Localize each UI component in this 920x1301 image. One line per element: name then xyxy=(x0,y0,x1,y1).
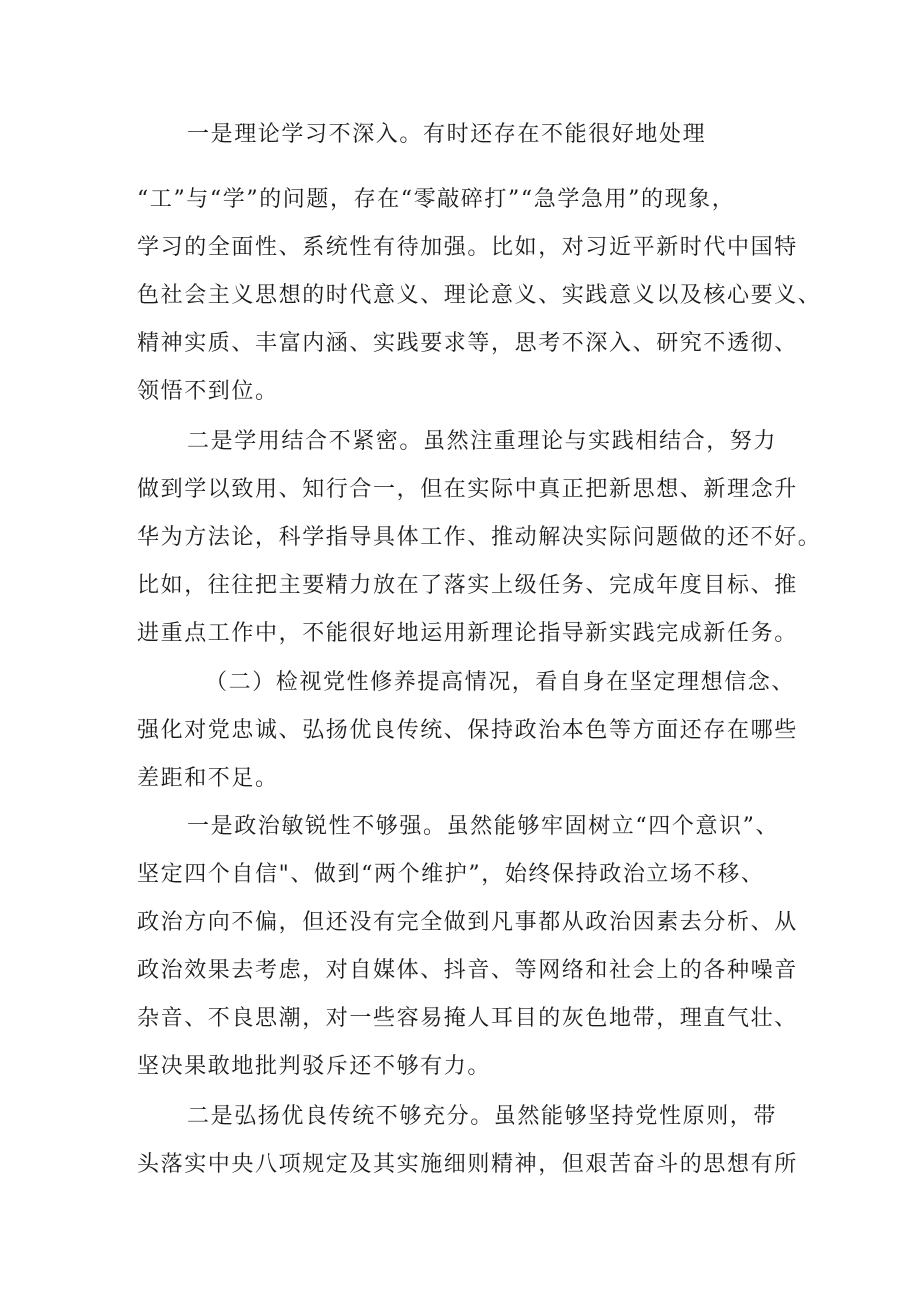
paragraph-2-line-2: 做到学以致用、知行合一，但在实际中真正把新思想、新理念升 xyxy=(137,477,798,502)
paragraph-3-line-1: 一是政治敏锐性不够强。虽然能够牢固树立“四个意识”、 xyxy=(187,814,780,839)
paragraph-2-line-4: 比如，往往把主要精力放在了落实上级任务、完成年度目标、推 xyxy=(137,573,798,598)
paragraph-2-line-5: 进重点工作中，不能很好地运用新理论指导新实践完成新任务。 xyxy=(137,621,798,646)
paragraph-1-line-2: “工”与“学”的问题，存在“零敲碎打”“急学急用”的现象， xyxy=(137,187,736,212)
paragraph-1-line-4: 色社会主义思想的时代意义、理论意义、实践意义以及核心要义、 xyxy=(137,283,822,308)
section-heading-line-1: （二）检视党性修养提高情况，看自身在坚定理想信念、 xyxy=(205,670,796,695)
paragraph-3-line-2: 坚定四个自信"、做到“两个维护”，始终保持政治立场不移、 xyxy=(137,862,765,887)
paragraph-3-line-6: 坚决果敢地批判驳斥还不够有力。 xyxy=(137,1054,492,1079)
paragraph-2-line-3: 华为方法论，科学指导具体工作、推动解决实际问题做的还不好。 xyxy=(137,525,822,550)
paragraph-4-line-2: 头落实中央八项规定及其实施细则精神，但艰苦奋斗的思想有所 xyxy=(137,1152,798,1177)
paragraph-1-line-3: 学习的全面性、系统性有待加强。比如，对习近平新时代中国特 xyxy=(137,235,798,260)
section-heading-line-3: 差距和不足。 xyxy=(137,766,279,791)
section-heading-line-2: 强化对党忠诚、弘扬优良传统、保持政治本色等方面还存在哪些 xyxy=(137,718,798,743)
paragraph-4-line-1: 二是弘扬优良传统不够充分。虽然能够坚持党性原则，带 xyxy=(187,1104,778,1129)
paragraph-3-line-4: 政治效果去考虑，对自媒体、抖音、等网络和社会上的各种噪音 xyxy=(137,958,798,983)
paragraph-1-line-5: 精神实质、丰富内涵、实践要求等，思考不深入、研究不透彻、 xyxy=(137,331,798,356)
paragraph-3-line-3: 政治方向不偏，但还没有完全做到凡事都从政治因素去分析、从 xyxy=(137,910,798,935)
paragraph-3-line-5: 杂音、不良思潮，对一些容易掩人耳目的灰色地带，理直气壮、 xyxy=(137,1006,798,1031)
paragraph-2-line-1: 二是学用结合不紧密。虽然注重理论与实践相结合，努力 xyxy=(187,429,778,454)
paragraph-1-line-1: 一是理论学习不深入。有时还存在不能很好地处理 xyxy=(187,122,707,147)
paragraph-1-line-6: 领悟不到位。 xyxy=(137,379,279,404)
